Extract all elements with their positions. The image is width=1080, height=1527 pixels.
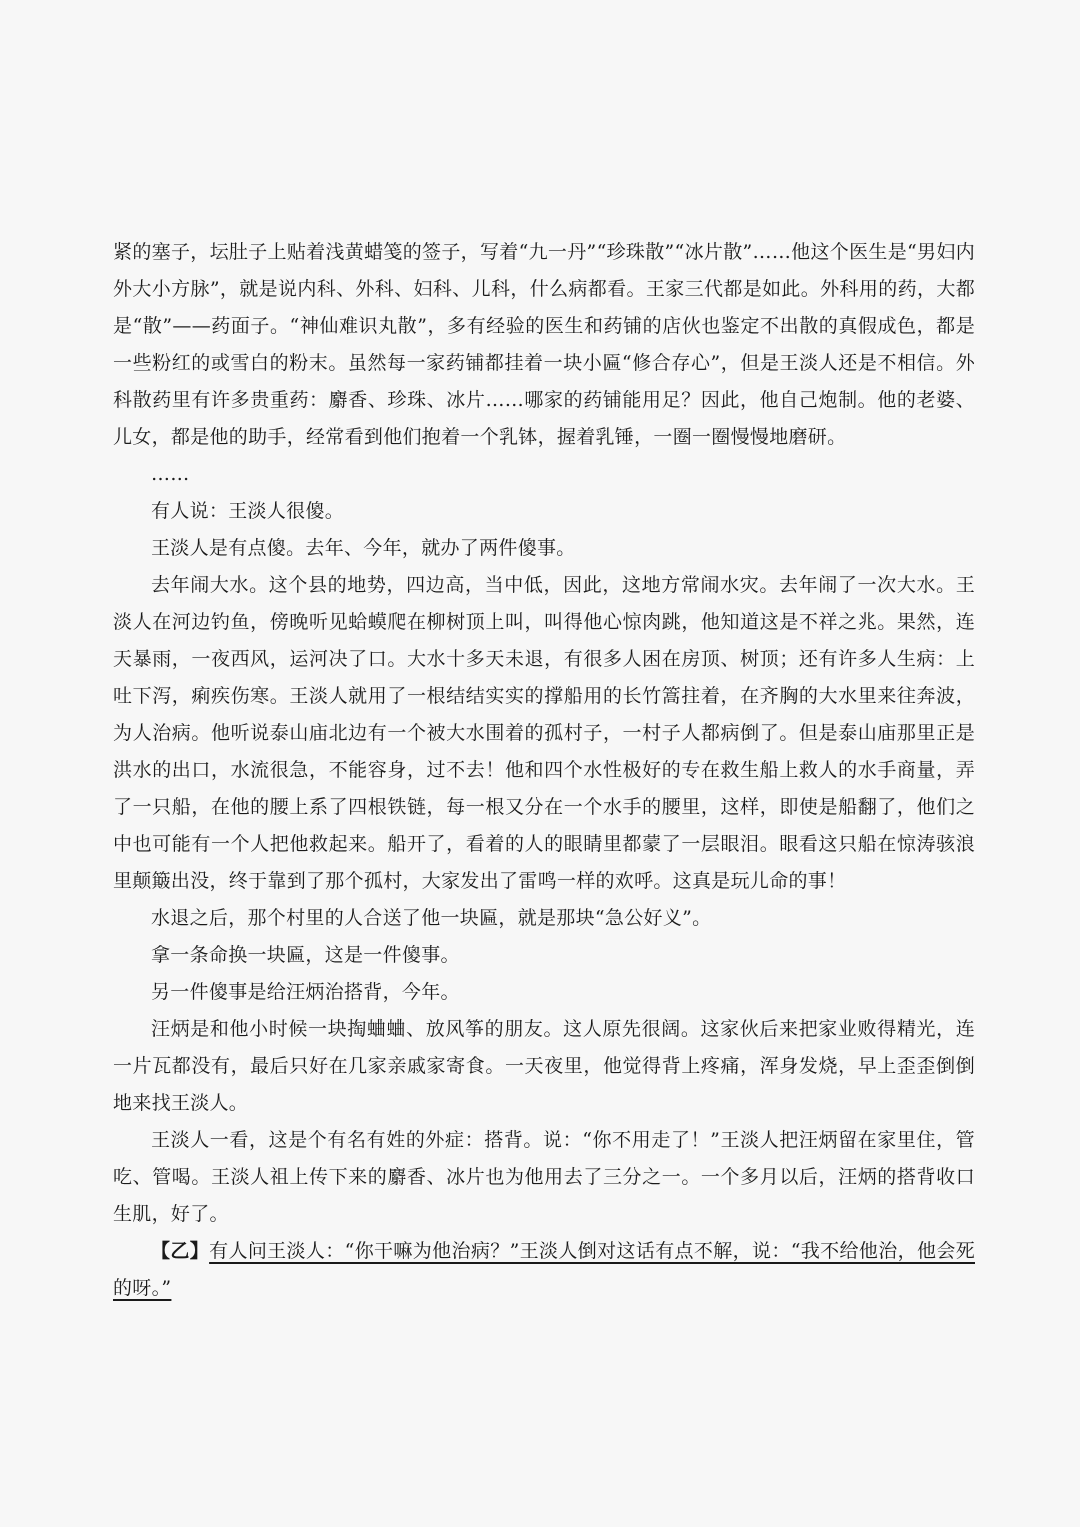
paragraph-4: 王淡人是有点傻。去年、今年，就办了两件傻事。 bbox=[151, 537, 576, 559]
paragraph-5: 去年闹大水。这个县的地势，四边高，当中低，因此，这地方常闹水灾。去年闹了一次大水。王淡人在河边钓鱼，傍晚听见蛤蟆爬在柳树顶上叫，叫得他心惊肉跳，他知道这是不祥之兆。果然，连天暴雨，一夜西风，运河决了口。大水十多天未退，有很多人困在房顶、树顶；还有许多人生病：上吐下泻，痢疾伤寒。王淡人就用了一根结结实实的撑船用的长竹篙拄着，在齐胸的大水里来往奔波，为人治病。他听说泰山庙北边有一个被大水围着的孤村子，一村子人都病倒了。但是泰山庙那里正是洪水的出口，水流很急，不能容身，过不去！他和四个水性极好的专在救生船上救人的水手商量，弄了一只船，在他的腰上系了四根铁链，每一根又分在一个水手的腰里，这样，即使是船翻了，他们之中也可能有一个人把他救起来。船开了，看着的人的眼睛里都蒙了一层眼泪。眼看这只船在惊涛骇浪里颠簸出没，终于靠到了那个孤村，大家发出了雷鸣一样的欢呼。这真是玩儿命的事！ bbox=[113, 574, 975, 892]
paragraph-3: 有人说：王淡人很傻。 bbox=[151, 500, 345, 522]
body-text bbox=[113, 234, 975, 1307]
paragraph-8: 另一件傻事是给汪炳治搭背，今年。 bbox=[151, 981, 460, 1003]
paragraph-6: 水退之后，那个村里的人合送了他一块匾，就是那块“急公好义”。 bbox=[151, 907, 712, 929]
paragraph-9: 汪炳是和他小时候一块掏蛐蛐、放风筝的朋友。这人原先很阔。这家伙后来把家业败得精光，连一片瓦都没有，最后只好在几家亲戚家寄食。一天夜里，他觉得背上疼痛，浑身发烧，早上歪歪倒倒地来找王淡人。 bbox=[113, 1018, 975, 1114]
paragraph-10: 王淡人一看，这是个有名有姓的外症：搭背。说：“你不用走了！”王淡人把汪炳留在家里住，管吃、管喝。王淡人祖上传下来的麝香、冰片也为他用去了三分之一。一个多月以后，汪炳的搭背收口生肌，好了。 bbox=[113, 1129, 975, 1225]
section-label: 【乙】 bbox=[151, 1240, 210, 1262]
underlined-sentence: 有人问王淡人：“你干嘛为他治病？”王淡人倒对这话有点不解，说：“我不给他治，他会死的呀。” bbox=[113, 1240, 975, 1299]
paragraph-7: 拿一条命换一块匾，这是一件傻事。 bbox=[151, 944, 460, 966]
ellipsis-line: …… bbox=[151, 463, 190, 485]
final-paragraph bbox=[113, 1233, 975, 1307]
paragraph-1: 紧的塞子，坛肚子上贴着浅黄蜡笺的签子，写着“九一丹”“珍珠散”“冰片散”……他这个医生是“男妇内外大小方脉”，就是说内科、外科、妇科、儿科，什么病都看。王家三代都是如此。外科用的药，大都是“散”——药面子。“神仙难识丸散”，多有经验的医生和药铺的店伙也鉴定不出散的真假成色，都是一些粉红的或雪白的粉末。虽然每一家药铺都挂着一块小匾“修合存心”，但是王淡人还是不相信。外科散药里有许多贵重药：麝香、珍珠、冰片……哪家的药铺能用足？因此，他自己炮制。他的老婆、儿女，都是他的助手，经常看到他们抱着一个乳钵，握着乳锤，一圈一圈慢慢地磨研。 bbox=[113, 241, 975, 448]
